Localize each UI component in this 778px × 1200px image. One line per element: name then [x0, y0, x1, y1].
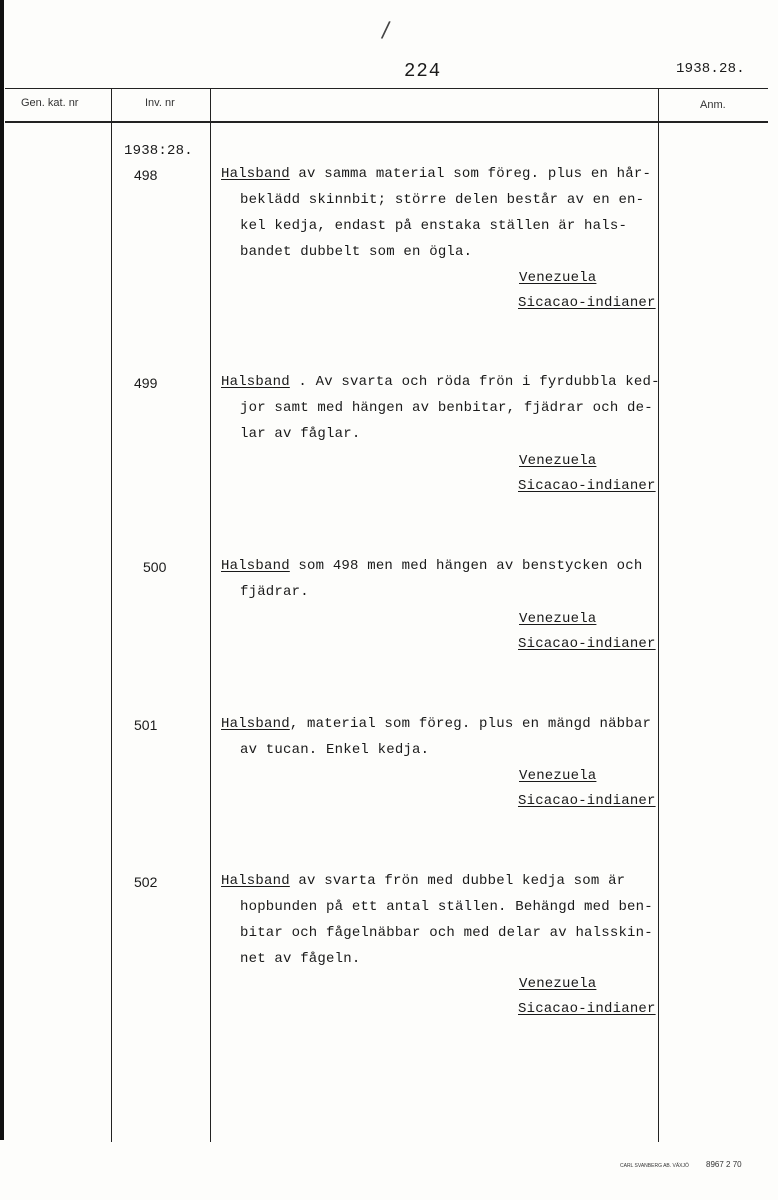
place-of-origin: Venezuela	[519, 768, 597, 784]
description-line	[240, 951, 360, 967]
description-line	[240, 925, 653, 941]
description-text: lar av fåglar.	[240, 426, 361, 442]
description-text: som 498 men med hängen av benstycken och	[289, 558, 643, 574]
object-name: Halsband	[221, 873, 290, 889]
description-line	[240, 400, 653, 416]
description-text: beklädd skinnbit; större delen består av en en-	[240, 192, 645, 208]
inv-number: 499	[134, 375, 158, 391]
object-name: Halsband	[221, 374, 290, 390]
description-line	[240, 192, 644, 208]
object-name: Halsband	[221, 166, 290, 182]
description-line	[240, 218, 627, 234]
description-line	[240, 899, 653, 915]
description-line	[221, 558, 642, 574]
description-line	[221, 716, 651, 732]
place-of-origin: Venezuela	[519, 270, 597, 286]
description-text: av samma material som föreg. plus en hår-	[289, 166, 652, 182]
people-group: Sicacao-indianer	[518, 295, 656, 311]
inv-number: 498	[134, 167, 158, 183]
column-header-gen-kat: Gen. kat. nr	[21, 97, 79, 109]
description-line	[240, 742, 429, 758]
people-group: Sicacao-indianer	[518, 793, 656, 809]
footer-printer: CARL SVANBERG AB. VÄXJÖ	[620, 1163, 689, 1169]
header-bottom-rule	[5, 121, 768, 123]
handwritten-mark: /	[380, 17, 392, 44]
header-top-rule	[5, 88, 768, 89]
description-line	[240, 584, 309, 600]
description-line	[221, 873, 625, 889]
description-text: bandet dubbelt som en ögla.	[240, 244, 473, 260]
footer-form-code: 8967 2 70	[706, 1160, 742, 1169]
description-text: hopbunden på ett antal ställen. Behängd med ben-	[240, 899, 653, 915]
description-text: bitar och fågelnäbbar och med delar av halsskin-	[240, 925, 653, 941]
place-of-origin: Venezuela	[519, 611, 597, 627]
column-divider-1	[111, 89, 112, 1142]
column-header-anm: Anm.	[700, 99, 726, 111]
description-line	[240, 244, 472, 260]
people-group: Sicacao-indianer	[518, 478, 656, 494]
inv-number: 502	[134, 874, 158, 890]
column-divider-2	[210, 89, 211, 1142]
description-text: , material som föreg. plus en mängd näbbar	[289, 716, 652, 732]
column-header-inv: Inv. nr	[145, 97, 175, 109]
year-header: 1938.28.	[676, 61, 745, 77]
inv-number: 500	[143, 559, 167, 575]
description-line	[240, 426, 360, 442]
people-group: Sicacao-indianer	[518, 636, 656, 652]
description-text: net av fågeln.	[240, 951, 361, 967]
place-of-origin: Venezuela	[519, 976, 597, 992]
people-group: Sicacao-indianer	[518, 1001, 656, 1017]
object-name: Halsband	[221, 716, 290, 732]
description-text: av svarta frön med dubbel kedja som är	[289, 873, 626, 889]
description-text: . Av svarta och röda frön i fyrdubbla ked-	[289, 374, 660, 390]
description-text: kel kedja, endast på enstaka ställen är hals-	[240, 218, 628, 234]
inv-number: 501	[134, 717, 158, 733]
description-line	[221, 374, 660, 390]
batch-number: 1938:28.	[124, 143, 193, 159]
description-text: fjädrar.	[240, 584, 309, 600]
page-number: 224	[404, 60, 442, 82]
description-text: jor samt med hängen av benbitar, fjädrar och de-	[240, 400, 653, 416]
object-name: Halsband	[221, 558, 290, 574]
description-text: av tucan. Enkel kedja.	[240, 742, 430, 758]
column-divider-3	[658, 89, 659, 1142]
left-margin-bar	[0, 0, 4, 1140]
place-of-origin: Venezuela	[519, 453, 597, 469]
description-line	[221, 166, 651, 182]
